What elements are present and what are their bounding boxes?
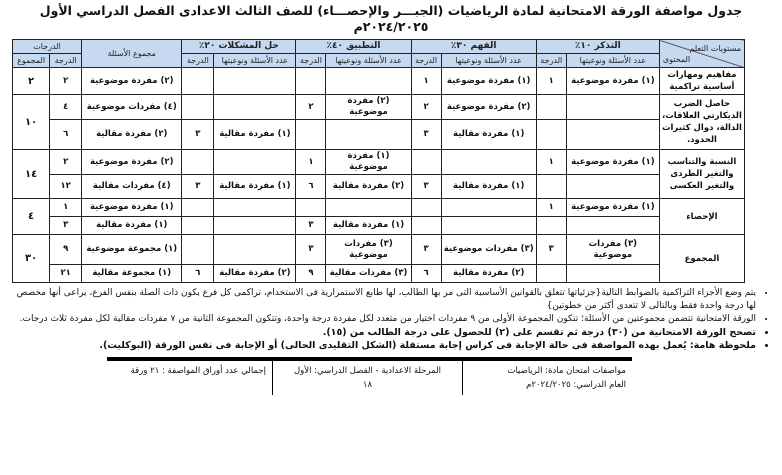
header-recall: التذكر ١٠٪ (536, 40, 659, 54)
recall-grade-cell (536, 120, 566, 150)
notes (10, 287, 772, 352)
total-grade-cell: ٦ (50, 120, 82, 150)
subheader-questions: عدد الأسئلة ونوعيتها (441, 54, 536, 68)
footer-subject-cell (462, 361, 632, 395)
comprehension-questions-cell: (٣) مفردات موضوعية (441, 235, 536, 265)
total-questions-cell: (١) مجموعة مقالية (82, 265, 182, 283)
table-row (13, 120, 745, 150)
comprehension-grade-cell: ٢ (411, 95, 441, 120)
table-row (13, 199, 745, 217)
application-questions-cell: (١) مفردة مقالية (326, 217, 411, 235)
problem-solving-questions-cell: (١) مفردة مقالية (214, 175, 296, 199)
comprehension-grade-cell (411, 217, 441, 235)
problem-solving-questions-cell (214, 217, 296, 235)
application-grade-cell: ٣ (296, 217, 326, 235)
subheader-grade: الدرجة (50, 54, 82, 68)
comprehension-questions-cell: (٢) مفردة مقالية (441, 265, 536, 283)
problem-solving-grade-cell (182, 235, 214, 265)
header-application: التطبيق ٤٠٪ (296, 40, 411, 54)
corner-header (659, 40, 744, 68)
comprehension-questions-cell (441, 217, 536, 235)
recall-grade-cell: ١ (536, 199, 566, 217)
header-comprehension: الفهم ٣٠٪ (411, 40, 536, 54)
table-row (13, 68, 745, 95)
application-questions-cell (326, 68, 411, 95)
subheader-questions: عدد الأسئلة ونوعيتها (326, 54, 411, 68)
total-questions-cell: (٢) مفردة موضوعية (82, 150, 182, 175)
subheader-sum: المجموع (13, 54, 50, 68)
application-questions-cell: (٣) مفردات مقالية (326, 265, 411, 283)
comprehension-grade-cell: ٣ (411, 235, 441, 265)
comprehension-questions-cell: (١) مفردة مقالية (441, 175, 536, 199)
comprehension-questions-cell: (١) مفردة موضوعية (441, 68, 536, 95)
problem-solving-questions-cell (214, 150, 296, 175)
total-grade-cell: ٣ (50, 217, 82, 235)
content-cell: المجموع (659, 235, 744, 283)
recall-grade-cell: ١ (536, 68, 566, 95)
application-questions-cell: (١) مفردة موضوعية (326, 150, 411, 175)
total-questions-cell: (٤) مفردات موضوعية (82, 95, 182, 120)
recall-grade-cell (536, 175, 566, 199)
problem-solving-grade-cell (182, 95, 214, 120)
footer-year: العام الدراسي: ٢٠٢٤/٢٠٢٥م (526, 380, 626, 390)
content-cell: حاصل الضرب الديكارتي العلاقات، الدالة، دوال كثيرات الحدود. (659, 95, 744, 150)
application-grade-cell: ٦ (296, 175, 326, 199)
application-grade-cell: ٢ (296, 95, 326, 120)
content-cell: مفاهيم ومهارات أساسية تراكمية (659, 68, 744, 95)
footer-subject: مواصفات امتحان مادة: الرياضيات (507, 366, 626, 376)
content-cell: النسبة والتناسب والتغير الطردى والتغير العكسى (659, 150, 744, 199)
table-row (13, 150, 745, 175)
application-grade-cell: ١ (296, 150, 326, 175)
content-label: المحتوى (662, 54, 691, 64)
page-title: جدول مواصفة الورقة الامتحانية لمادة الرياضيات (الجبـــر والإحصـــاء) للصف الثالث الاعدادى الفصل الدراسي الأول ٢٠٢٤/٢٠٢٥م (39, 3, 743, 34)
problem-solving-grade-cell (182, 68, 214, 95)
application-grade-cell (296, 199, 326, 217)
comprehension-grade-cell: ٣ (411, 120, 441, 150)
problem-solving-questions-cell (214, 235, 296, 265)
problem-solving-questions-cell (214, 68, 296, 95)
comprehension-grade-cell (411, 150, 441, 175)
total-grade-cell: ٢ (50, 150, 82, 175)
comprehension-grade-cell: ٣ (411, 175, 441, 199)
recall-grade-cell (536, 95, 566, 120)
total-questions-cell: (٢) مفردة مقالية (82, 120, 182, 150)
sum-cell: ٣٠ (13, 235, 50, 283)
total-questions-cell: (٤) مفردات مقالية (82, 175, 182, 199)
header-grades: الدرجات (13, 40, 82, 54)
total-grade-cell: ٩ (50, 235, 82, 265)
recall-grade-cell: ٣ (536, 235, 566, 265)
table-row (13, 235, 745, 265)
recall-questions-cell: (١) مفردة موضوعية (566, 199, 659, 217)
problem-solving-questions-cell (214, 95, 296, 120)
application-questions-cell (326, 120, 411, 150)
sum-cell: ١٤ (13, 150, 50, 199)
problem-solving-grade-cell: ٣ (182, 175, 214, 199)
recall-grade-cell (536, 217, 566, 235)
sum-cell: ٤ (13, 199, 50, 235)
recall-questions-cell: (١) مفردة موضوعية (566, 150, 659, 175)
subheader-grade: الدرجة (296, 54, 326, 68)
total-questions-cell: (١) مجموعة موضوعية (82, 235, 182, 265)
application-grade-cell: ٣ (296, 235, 326, 265)
problem-solving-grade-cell: ٣ (182, 120, 214, 150)
problem-solving-questions-cell: (١) مفردة مقالية (214, 120, 296, 150)
total-grade-cell: ٢ (50, 68, 82, 95)
comprehension-questions-cell (441, 150, 536, 175)
note-item: • ملحوظة هامة: يُعمل بهذه المواصفة فى حالة الإجابة فى كراس إجابة مستقلة (الشكل التقليدى الحالى) أو الإجابة فى نفس الورقة (البوكليت). (14, 339, 756, 352)
total-questions-cell: (١) مفردة موضوعية (82, 199, 182, 217)
application-questions-cell: (٢) مفردة موضوعية (326, 95, 411, 120)
recall-questions-cell (566, 120, 659, 150)
application-grade-cell (296, 120, 326, 150)
table-row (13, 217, 745, 235)
recall-grade-cell: ١ (536, 150, 566, 175)
subheader-grade: الدرجة (411, 54, 441, 68)
footer-stage-cell (272, 361, 462, 395)
recall-questions-cell: (٣) مفردات موضوعية (566, 235, 659, 265)
comprehension-questions-cell: (١) مفردة مقالية (441, 120, 536, 150)
problem-solving-questions-cell (214, 199, 296, 217)
note-item: • يتم وضع الأجزاء التراكمية بالضوابط التالية{جزئياتها تتعلق بالقوانين الأساسية التى مر بها الطالب، لها طابع الاستمرارية فى الاستخدام، تراكمى كل فرع يكون ذات الصلة بنفس الفرع، يراعى أنها مخصص لها درجة واحدة فقط وبالتالى لا تتعدى أكثر من خطوتين} (14, 287, 756, 313)
problem-solving-questions-cell: (٢) مفردة مقالية (214, 265, 296, 283)
total-grade-cell: ٤ (50, 95, 82, 120)
table-row (13, 95, 745, 120)
comprehension-questions-cell: (٢) مفردة موضوعية (441, 95, 536, 120)
spec-table (12, 39, 745, 283)
sum-cell: ١٠ (13, 95, 50, 150)
footer-stage: المرحلة الاعدادية - الفصل الدراسي: الأول (293, 366, 442, 376)
levels-label: مستويات التعلم (689, 43, 741, 53)
application-grade-cell (296, 68, 326, 95)
comprehension-grade-cell (411, 199, 441, 217)
recall-questions-cell (566, 265, 659, 283)
content-cell: الإحصاء (659, 199, 744, 235)
recall-questions-cell (566, 175, 659, 199)
page-number: ١٨ (362, 380, 373, 390)
comprehension-grade-cell: ٦ (411, 265, 441, 283)
problem-solving-grade-cell (182, 199, 214, 217)
recall-questions-cell: (١) مفردة موضوعية (566, 68, 659, 95)
application-questions-cell: (٢) مفردة مقالية (326, 175, 411, 199)
comprehension-questions-cell (441, 199, 536, 217)
table-body (13, 68, 745, 283)
comprehension-grade-cell: ١ (411, 68, 441, 95)
application-questions-cell (326, 199, 411, 217)
table-row (13, 175, 745, 199)
total-grade-cell: ٢١ (50, 265, 82, 283)
problem-solving-grade-cell (182, 150, 214, 175)
total-grade-cell: ١٢ (50, 175, 82, 199)
application-questions-cell: (٣) مفردات موضوعية (326, 235, 411, 265)
recall-grade-cell (536, 265, 566, 283)
subheader-questions: عدد الأسئلة ونوعيتها (566, 54, 659, 68)
application-grade-cell: ٩ (296, 265, 326, 283)
problem-solving-grade-cell: ٦ (182, 265, 214, 283)
recall-questions-cell (566, 217, 659, 235)
total-questions-cell: (١) مفردة مقالية (82, 217, 182, 235)
recall-questions-cell (566, 95, 659, 120)
sum-cell: ٢ (13, 68, 50, 95)
subheader-grade: الدرجة (182, 54, 214, 68)
footer-total-pages: إجمالي عدد أوراق المواصفة : ٢١ ورقة (130, 366, 266, 376)
subheader-grade: الدرجة (536, 54, 566, 68)
total-questions-cell: (٢) مفردة موضوعية (82, 68, 182, 95)
note-item: • تصحح الورقة الامتحانية من (٣٠) درجة ثم تقسم على (٢) للحصول على درجة الطالب من (١٥). (14, 326, 756, 339)
subheader-questions: عدد الأسئلة ونوعيتها (214, 54, 296, 68)
header-problem-solving: حل المشكلات ٢٠٪ (182, 40, 296, 54)
total-grade-cell: ١ (50, 199, 82, 217)
note-item: • الورقة الامتحانية تتضمن مجموعتين من الأسئلة؛ تتكون المجموعة الأولى من ٩ مفردات اختيار من متعدد لكل مفردة درجة واحدة، وتتكون المجموعة الثانية من ٧ مفردات مقالية لكل مفردة ثلاث درجات. (14, 313, 756, 326)
footer (107, 361, 632, 395)
table-row (13, 265, 745, 283)
header-total-questions: مجموع الأسئلة (82, 40, 182, 68)
problem-solving-grade-cell (182, 217, 214, 235)
